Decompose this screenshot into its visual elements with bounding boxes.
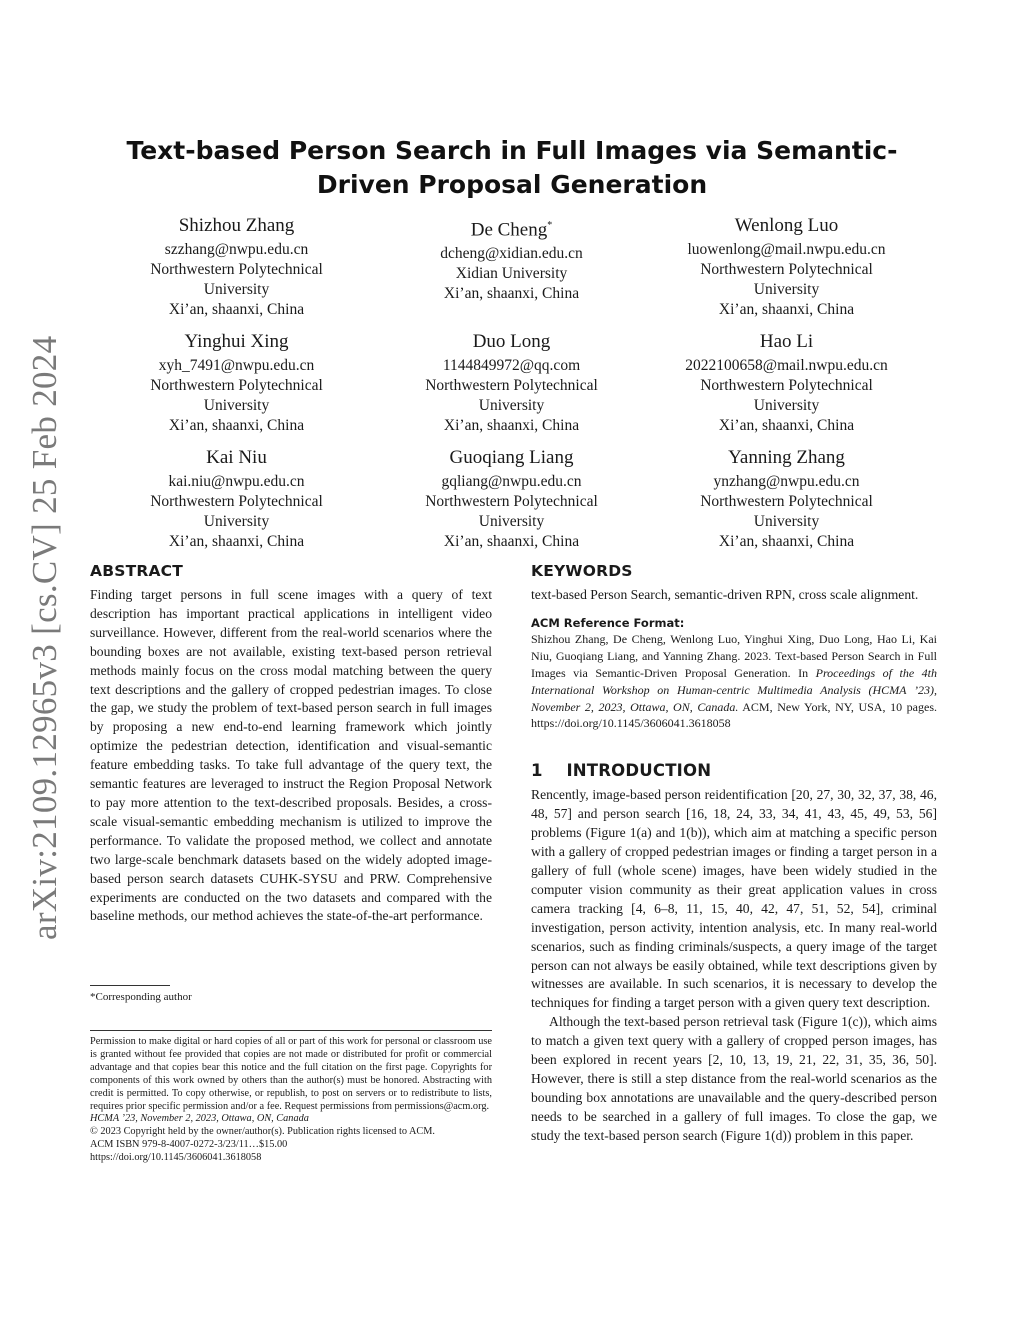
author-email[interactable]: luowenlong@mail.nwpu.edu.cn [687,241,886,258]
doi-link[interactable]: https://doi.org/10.1145/3606041.3618058 [90,1152,262,1164]
footnote [90,985,492,1004]
author-name: Shizhou Zhang [178,215,295,236]
author-affiliation: University [203,397,270,414]
author-affiliation: University [753,281,820,298]
author-affiliation: Northwestern Polytechnical [150,493,323,510]
corresponding-author-note: *Corresponding author [90,991,192,1003]
arxiv-identifier: arXiv:2109.12965v3 [cs.CV] 25 Feb 2024 [25,335,64,940]
author-card [646,445,927,552]
author-email[interactable]: ynzhang@nwpu.edu.cn [713,473,860,490]
author-affiliation: University [203,513,270,530]
corresponding-mark: * [547,220,553,231]
author-location: Xi’an, shaanxi, China [718,301,855,318]
author-card [646,213,927,320]
footnote-rule [90,985,170,986]
author-affiliation: University [478,397,545,414]
acm-reference-venue: Proceedings of the 4th International Workshop on Human-centric Multimedia Analysis (HCMA ’23), November 2, 2023, Ottawa, ON, Canada. [531,665,938,714]
abstract-text: Finding target persons in full scene images with a query of text description has important practical applications in intelligent video surveillance. However, different from the real-world scenarios where the bounding boxes are not available, existing text-based person retrieval methods mainly focus on the cross modal matching between the query text descriptions and the gallery of cropped pedestrian images. To close the gap, we study the problem of text-based person search in full images by proposing a new end-to-end learning framework which jointly optimize the pedestrian detection, identification and visual-semantic feature embedding tasks. To take full advantage of the query text, the semantic features are leveraged to instruct the Region Proposal Network to pay more attention to the text-described proposals. Besides, a cross-scale visual-semantic embedding mechanism is utilized to improve the performance. To validate the proposed method, we collect and annotate two large-scale benchmark datasets based on the widely adopted image-based person search datasets CUHK-SYSU and PRW. Comprehensive experiments are conducted on the two datasets and compared with the baseline methods, our method achieves the state-of-the-art performance. [90,587,492,924]
author-affiliation: University [753,397,820,414]
acm-reference-heading: ACM Reference Format: [531,615,685,630]
author-location: Xi’an, shaanxi, China [443,533,580,550]
author-email[interactable]: xyh_7491@nwpu.edu.cn [158,357,315,374]
author-name: Wenlong Luo [734,215,839,236]
author-location: Xi’an, shaanxi, China [718,533,855,550]
author-name-row [371,213,652,243]
acm-reference-publisher: ACM, New York, NY, USA, 10 pages. https://doi.org/10.1145/3606041.3618058 [531,699,937,731]
author-affiliation: Northwestern Polytechnical [700,493,873,510]
author-name: Kai Niu [206,447,267,468]
author-email[interactable]: dcheng@xidian.edu.cn [440,245,583,263]
paper-title: Text-based Person Search in Full Images via Semantic-Driven Proposal Generation [126,136,898,199]
author-location: Xi’an, shaanxi, China [718,417,855,434]
isbn-line: ACM ISBN 979-8-4007-0272-3/23/11…$15.00 [90,1139,288,1151]
copyright-line: © 2023 Copyright held by the owner/author(s). Publication rights licensed to ACM. [90,1126,436,1138]
author-email[interactable]: 2022100658@mail.nwpu.edu.cn [685,357,888,374]
abstract-heading: ABSTRACT [90,562,184,580]
author-name: Yanning Zhang [728,447,845,468]
author-affiliation: University [478,513,545,530]
right-column [531,560,937,1146]
author-affiliation: Northwestern Polytechnical [150,261,323,278]
author-location: Xi’an, shaanxi, China [168,417,305,434]
author-card [371,329,652,436]
keywords-heading: KEYWORDS [531,562,633,580]
author-affiliation: Northwestern Polytechnical [425,493,598,510]
keywords-text: text-based Person Search, semantic-driven RPN, cross scale alignment. [531,587,919,602]
author-email[interactable]: 1144849972@qq.com [442,357,581,374]
introduction-paragraph: Although the text-based person retrieval task (Figure 1(c)), which aims to match a given text query with a gallery of cropped person images, has been explored in recent years [2, 10, 13, 19, 21, 22, 31, 35, 36, 50]. However, there is still a step distance from the real-world scenarios as the bounding box annotations are unavailable and the query-described person needs to be searched in a gallery of full images. To close the gap, we study the text-based person search (Figure 1(d)) problem in this paper. [531,1014,937,1143]
author-location: Xi’an, shaanxi, China [168,301,305,318]
author-card [646,329,927,436]
author-affiliation: University [753,513,820,530]
author-name: Yinghui Xing [184,331,289,352]
author-email[interactable]: gqliang@nwpu.edu.cn [441,473,582,490]
acm-reference-text [531,631,937,732]
author-affiliation: University [203,281,270,298]
author-email[interactable]: szzhang@nwpu.edu.cn [164,241,309,258]
author-location: Xi’an, shaanxi, China [443,285,580,303]
author-affiliation: Northwestern Polytechnical [150,377,323,394]
introduction-paragraph: Rencently, image-based person reidentification [20, 27, 30, 32, 37, 38, 46, 48, 57] and person search [16, 18, 24, 33, 34, 41, 43, 45, 49, 53, 56] problems (Figure 1(a) and 1(b)), which aim at matching a specific person with a gallery of cropped pedestrian images or finding a target person in a gallery of full (whole scene) images, have been widely studied in the computer vision community as their great application values in cross camera tracking [4, 6–8, 11, 15, 40, 42, 47, 51, 52, 54], criminal investigation, person activity, intention analysis, etc. In many real-world scenarios, such as finding criminals/suspects, a query image of the target person can not always be easily obtained, while text descriptions given by witnesses are available. In such scenarios, it is necessary to develop the techniques for finding a target person with a given query text description. [531,787,937,1011]
acm-reference-authors: Shizhou Zhang, De Cheng, Wenlong Luo, Yinghui Xing, Duo Long, Hao Li, Kai Niu, Guoqiang Liang, and Yanning Zhang. 2023. Text-based Person Search in Full Images via Semantic-Driven Proposal Generation. In [531,631,937,680]
introduction-heading: 1 INTRODUCTION [531,761,712,781]
author-affiliation: Northwestern Polytechnical [425,377,598,394]
author-name: De Cheng [470,219,548,241]
venue-line: HCMA ’23, November 2, 2023, Ottawa, ON, Canada [90,1113,309,1125]
author-name: Duo Long [472,331,551,352]
author-name: Guoqiang Liang [449,447,574,468]
permission-block [90,1030,492,1165]
author-name: Hao Li [759,331,814,352]
left-column [90,560,492,926]
author-card [96,213,377,320]
author-card [96,445,377,552]
author-location: Xi’an, shaanxi, China [168,533,305,550]
author-card [371,445,652,552]
author-email[interactable]: kai.niu@nwpu.edu.cn [168,473,305,490]
author-card [96,329,377,436]
author-location: Xi’an, shaanxi, China [443,417,580,434]
introduction-section [531,760,937,1145]
permission-text: Permission to make digital or hard copies of all or part of this work for personal or classroom use is granted without fee provided that copies are not made or distributed for profit or commercial advantage and that copies bear this notice and the full citation on the first page. Copyrights for components of this work owned by others than the author(s) must be honored. Abstracting with credit is permitted. To copy otherwise, or republish, to post on servers or to redistribute to lists, requires prior specific permission and/or a fee. Request permissions from permissions@acm.org. [90,1036,492,1112]
author-affiliation: Northwestern Polytechnical [700,261,873,278]
author-card [371,213,652,304]
author-affiliation: Xidian University [455,265,568,283]
author-affiliation: Northwestern Polytechnical [700,377,873,394]
